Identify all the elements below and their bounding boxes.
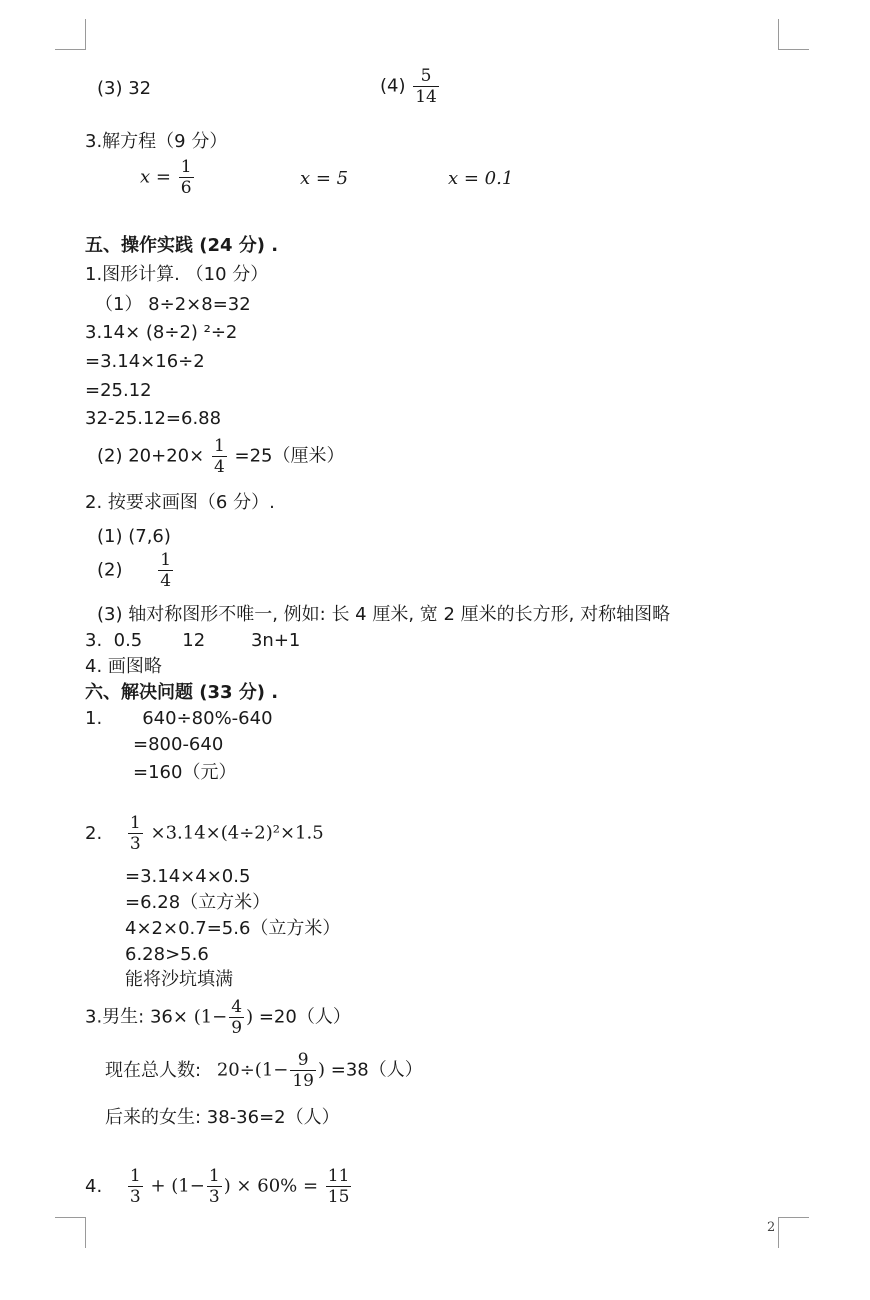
step-line: 6.28>5.6 bbox=[125, 944, 209, 965]
equation-answer-2: x = 5 bbox=[300, 168, 349, 189]
answer-line: 4. 画图略 bbox=[85, 656, 162, 677]
answer-3-4-label: (4) bbox=[380, 75, 406, 97]
step-line: 1. 640÷80%-640 bbox=[85, 708, 273, 729]
step-text: + (1− bbox=[150, 1175, 205, 1197]
fraction-1-3 bbox=[128, 1166, 143, 1207]
problem-2-line bbox=[85, 813, 324, 854]
corner-mark-bottom-left bbox=[55, 1217, 86, 1248]
step-line: =3.14×16÷2 bbox=[85, 351, 205, 372]
fraction-numerator: 1 bbox=[129, 813, 141, 833]
corner-mark-top-left bbox=[55, 19, 86, 50]
step-line: 4×2×0.7=5.6（立方米） bbox=[125, 918, 341, 939]
answer-3-3: (3) 32 bbox=[97, 78, 152, 99]
corner-mark-bottom-right bbox=[778, 1217, 809, 1248]
answer-3-4 bbox=[380, 66, 441, 107]
step-line: =25.12 bbox=[85, 380, 152, 401]
problem-4-line bbox=[85, 1166, 353, 1207]
question-5-1-title: 1.图形计算. （10 分） bbox=[85, 264, 269, 285]
step-line: =160（元） bbox=[133, 762, 237, 783]
fraction-9-19 bbox=[290, 1050, 316, 1091]
fraction-denominator: 3 bbox=[129, 834, 141, 854]
section-heading-6: 六、解决问题 (33 分) . bbox=[85, 682, 279, 703]
fraction-denominator: 4 bbox=[160, 571, 172, 591]
fraction-1-6 bbox=[179, 157, 194, 198]
equation-answer-1 bbox=[140, 157, 196, 198]
fraction-denominator: 19 bbox=[292, 1071, 314, 1091]
question-5-2-title: 2. 按要求画图（6 分）. bbox=[85, 492, 275, 513]
fraction-11-15 bbox=[326, 1166, 352, 1207]
problem-number: 2. bbox=[85, 822, 103, 844]
answer-line: (1) (7,6) bbox=[97, 526, 171, 547]
problem-3-line-1 bbox=[85, 997, 351, 1038]
corner-mark-top-right bbox=[778, 19, 809, 50]
step-line: 后来的女生: 38-36=2（人） bbox=[105, 1107, 340, 1128]
section-heading-5: 五、操作实践 (24 分) . bbox=[85, 235, 279, 256]
fraction-denominator: 6 bbox=[180, 178, 192, 198]
equation-answer-1-label: x = bbox=[140, 166, 171, 188]
fraction-numerator: 1 bbox=[129, 1166, 141, 1186]
step-text: =38（人） bbox=[330, 1059, 423, 1081]
answer-line: (3) 轴对称图形不唯一, 例如: 长 4 厘米, 宽 2 厘米的长方形, 对称轴图略 bbox=[97, 604, 671, 625]
step-text: 现在总人数: bbox=[105, 1059, 202, 1081]
step-line-fraction bbox=[97, 436, 345, 477]
fraction-numerator: 1 bbox=[160, 550, 172, 570]
fraction-4-9 bbox=[229, 997, 244, 1038]
fraction-denominator: 14 bbox=[415, 87, 437, 107]
fraction-numerator: 1 bbox=[208, 1166, 220, 1186]
fraction-denominator: 9 bbox=[231, 1018, 243, 1038]
step-line: （1） 8÷2×8=32 bbox=[95, 294, 251, 315]
fraction-numerator: 4 bbox=[231, 997, 243, 1017]
fraction-numerator: 11 bbox=[327, 1166, 350, 1186]
fraction-1-4 bbox=[158, 550, 173, 591]
step-text: ) bbox=[246, 1006, 254, 1028]
problem-number: 4. bbox=[85, 1175, 103, 1197]
fraction-denominator: 15 bbox=[327, 1187, 350, 1207]
fraction-numerator: 1 bbox=[180, 157, 192, 177]
fraction-numerator: 9 bbox=[297, 1050, 309, 1070]
answer-line-fraction bbox=[97, 550, 175, 591]
fraction-numerator: 1 bbox=[213, 436, 225, 456]
section-solve-equations: 3.解方程（9 分） bbox=[85, 131, 228, 152]
fraction-denominator: 3 bbox=[208, 1187, 220, 1207]
fraction-5-14 bbox=[413, 66, 439, 107]
step-line: 能将沙坑填满 bbox=[125, 969, 233, 990]
step-line: =6.28（立方米） bbox=[125, 892, 271, 913]
fraction-1-4 bbox=[212, 436, 227, 477]
step-line: =3.14×4×0.5 bbox=[125, 866, 251, 887]
step-text: ) bbox=[318, 1059, 326, 1081]
step-line: =800-640 bbox=[133, 734, 224, 755]
step-text: ×3.14×(4÷2)²×1.5 bbox=[150, 822, 324, 844]
fraction-denominator: 3 bbox=[129, 1187, 141, 1207]
answer-label: (2) bbox=[97, 559, 123, 581]
step-line: 3.14× (8÷2) ²÷2 bbox=[85, 322, 238, 343]
fraction-numerator: 5 bbox=[420, 66, 432, 86]
step-text: 20÷(1− bbox=[216, 1059, 289, 1081]
step-text: (2) 20+20× bbox=[97, 445, 205, 467]
equation-answer-3: x = 0.1 bbox=[448, 168, 514, 189]
fraction-1-3 bbox=[207, 1166, 222, 1207]
step-text: =20（人） bbox=[258, 1006, 351, 1028]
step-text: ) × 60% = bbox=[223, 1175, 319, 1197]
fraction-denominator: 4 bbox=[213, 457, 225, 477]
step-text: =25（厘米） bbox=[234, 445, 345, 467]
step-text: (1− bbox=[193, 1006, 228, 1028]
page-number: 2 bbox=[767, 1220, 776, 1235]
step-text: 3.男生: 36× bbox=[85, 1006, 188, 1028]
problem-3-line-2 bbox=[105, 1050, 423, 1091]
fraction-1-3 bbox=[128, 813, 143, 854]
answer-line: 3. 0.5 12 3n+1 bbox=[85, 630, 301, 651]
step-line: 32-25.12=6.88 bbox=[85, 408, 222, 429]
